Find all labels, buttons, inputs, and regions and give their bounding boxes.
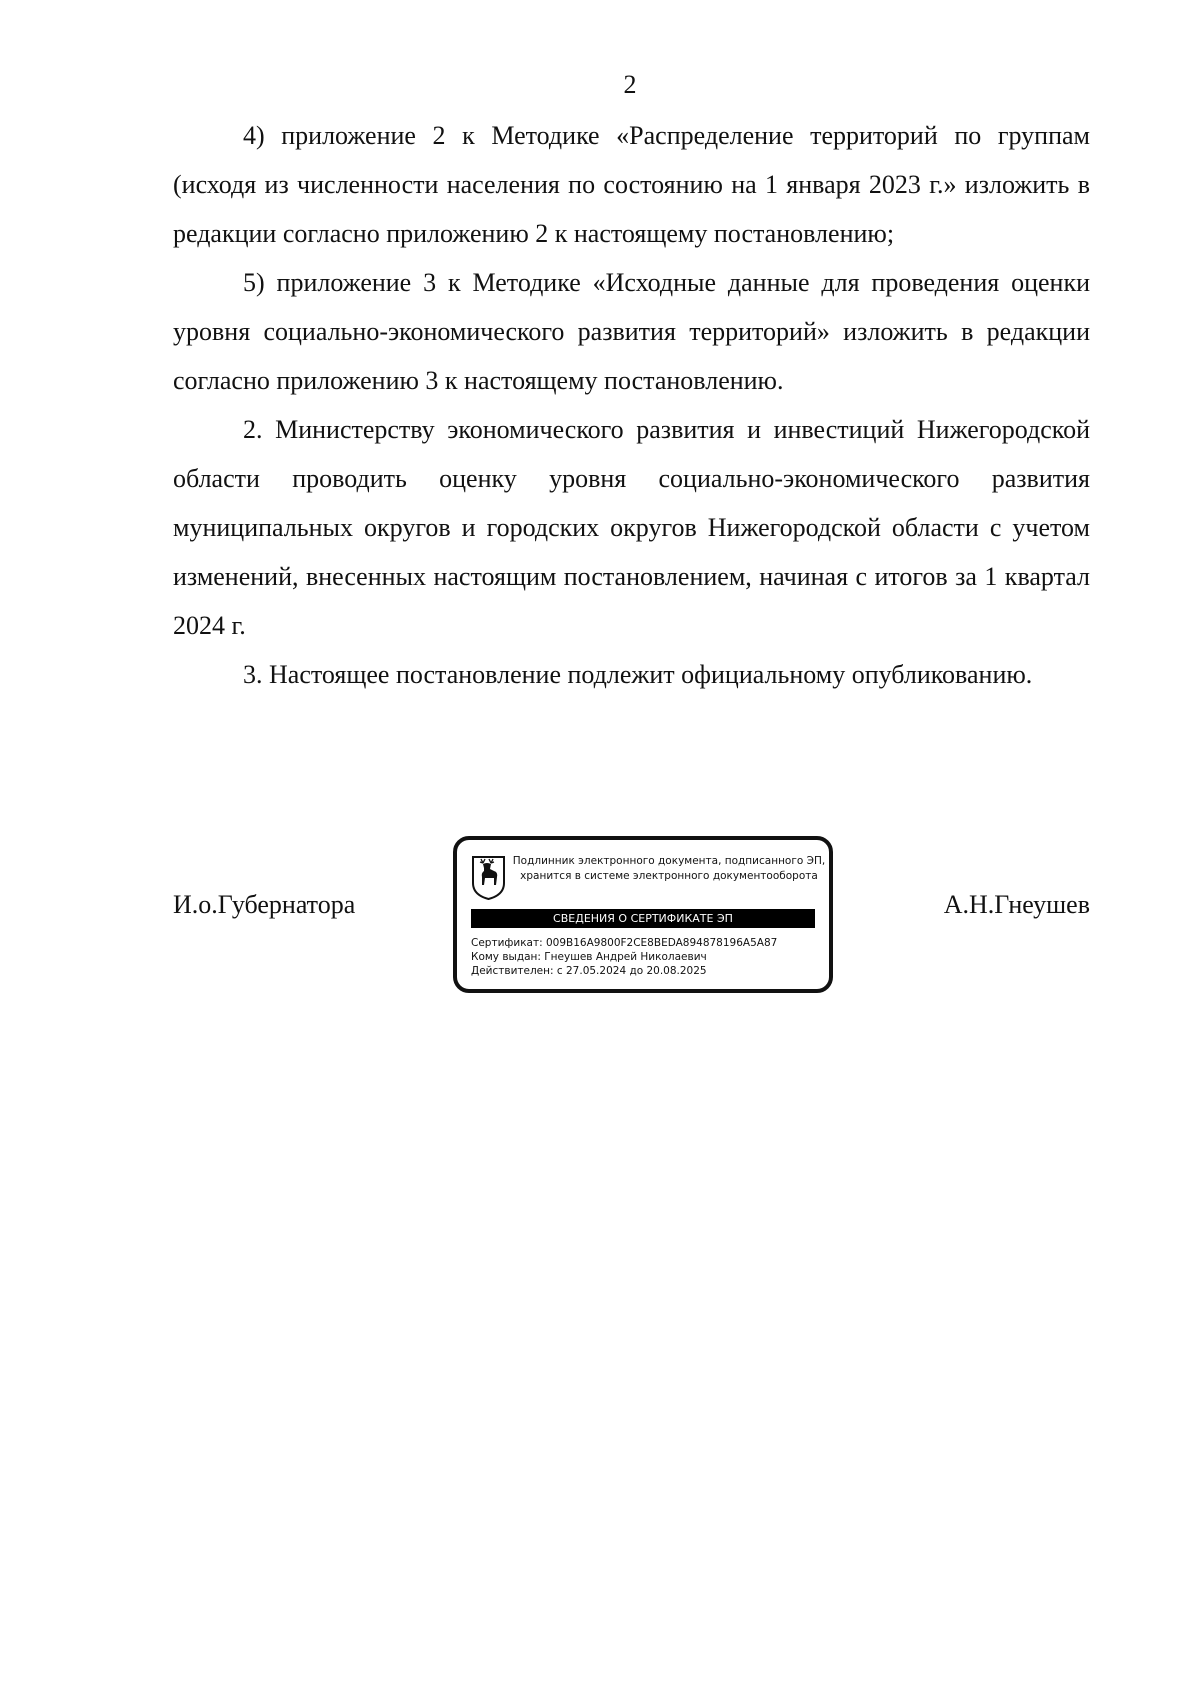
certificate-label: Сертификат: [471,937,543,949]
paragraph-item-4: 4) приложение 2 к Методике «Распределение территорий по группам (исходя из численности населения по состоянию на 1 января 2023 г.» изложить в редакции согласно приложению 2 к настоящему постановлению; [173,121,1090,248]
page-number: 2 [623,70,637,99]
issued-to-row [471,950,821,964]
paragraph-item-5: 5) приложение 3 к Методике «Исходные данные для проведения оценки уровня социально-экономического развития территорий» изложить в редакции согласно приложению 3 к настоящему постановлению. [173,268,1090,395]
certificate-value: 009B16A9800F2CE8BEDA894878196A5A87 [545,937,778,949]
signatory-name: А.Н.Гнеушев [943,890,1090,919]
deer-coat-of-arms-icon [471,855,506,901]
certificate-row [471,936,821,950]
stamp-header [512,854,826,884]
validity-value: с 27.05.2024 до 20.08.2025 [556,965,707,977]
validity-row [471,964,821,978]
certificate-details [471,936,821,978]
paragraph-clause-3: 3. Настоящее постановление подлежит официальному опубликованию. [243,660,1033,689]
issued-to-label: Кому выдан: [471,951,541,963]
electronic-signature-stamp [453,836,833,993]
paragraph-clause-2: 2. Министерству экономического развития и инвестиций Нижегородской области проводить оценку уровня социально-экономического развития муниципальных округов и городских округов Нижегородской области с учетом изменений, внесенных настоящим постановлением, начиная с итогов за 1 квартал 2024 г. [173,415,1090,640]
validity-label: Действителен: [471,965,554,977]
certificate-info-title: СВЕДЕНИЯ О СЕРТИФИКАТЕ ЭП [471,909,815,928]
signatory-position: И.о.Губернатора [173,890,356,919]
stamp-header-line-2: хранится в системе электронного документооборота [520,870,818,882]
document-body [173,111,1090,699]
stamp-header-line-1: Подлинник электронного документа, подписанного ЭП, [512,855,826,867]
issued-to-value: Гнеушев Андрей Николаевич [544,951,707,963]
